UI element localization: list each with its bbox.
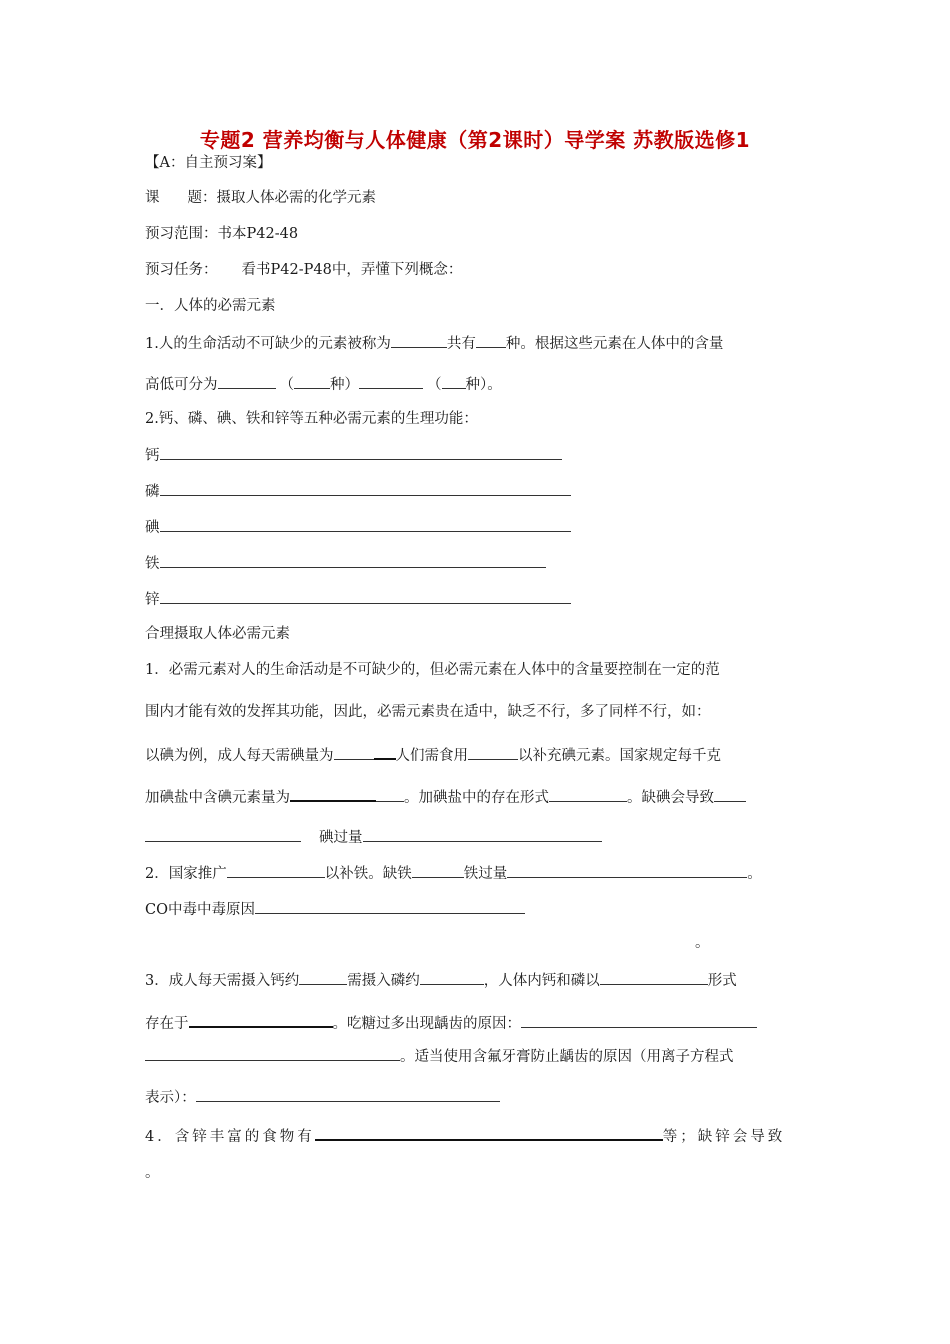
topic-label: 课: [145, 190, 160, 206]
para-3-line-4: [145, 1086, 500, 1108]
blank-field[interactable]: [376, 786, 404, 802]
blank-field[interactable]: [374, 743, 396, 760]
blank-field[interactable]: [507, 862, 747, 878]
p3-text-h: 表示）：: [145, 1090, 196, 1106]
q1-text-h: 种）。: [465, 377, 502, 393]
para-1-line-2: 围内才能有效的发挥其功能，因此，必需元素贵在适中，缺乏不行，多了同样不行，如：: [145, 704, 711, 720]
p1-text-e: 。加碘盐中的存在形式: [404, 790, 549, 806]
p3-text-a: 3．成人每天需摄入钙约: [145, 973, 300, 989]
iodine-line: [145, 516, 571, 538]
blank-field[interactable]: [160, 588, 571, 604]
blank-field[interactable]: [476, 332, 506, 348]
phosphorus-line: [145, 480, 571, 502]
blank-field[interactable]: [294, 373, 330, 389]
blank-field[interactable]: [315, 1124, 663, 1141]
p1-text-f: 。缺碘会导致: [627, 790, 714, 806]
para-4-line-1: [145, 1124, 785, 1147]
para-2-line-2: [145, 898, 525, 920]
blank-field[interactable]: [189, 1011, 333, 1028]
zinc-label: 锌: [145, 592, 160, 608]
p4-text-b: 等；缺锌会导致: [662, 1129, 786, 1145]
p3-text-g: 。适当使用含氟牙膏防止龋齿的原因（用离子方程式: [400, 1049, 734, 1065]
blank-field[interactable]: [299, 969, 347, 985]
p1-text-d: 加碘盐中含碘元素量为: [145, 790, 290, 806]
para-1-line-5: [145, 826, 602, 848]
p1-text-c: 以补充碘元素。国家规定每千克: [518, 748, 721, 764]
para-4-end-mark: 。: [145, 1165, 160, 1181]
p4-text-a: 4．含锌丰富的食物有: [145, 1129, 315, 1145]
para-1-line-4: [145, 785, 746, 808]
calcium-label: 钙: [145, 448, 160, 464]
scope-line: 预习范围：书本P42-48: [145, 226, 299, 242]
blank-field[interactable]: [160, 516, 571, 532]
blank-field[interactable]: [412, 862, 464, 878]
blank-field[interactable]: [334, 744, 374, 760]
q1-text-b: 共有: [446, 336, 476, 352]
p2-text-b: 以补铁。缺铁: [324, 866, 412, 882]
blank-field[interactable]: [160, 552, 546, 568]
blank-field[interactable]: [160, 480, 571, 496]
blank-field[interactable]: [549, 786, 627, 802]
p2-text-d: 。: [747, 866, 762, 882]
iron-line: [145, 552, 546, 574]
question-2: 2.钙、磷、碘、铁和锌等五种必需元素的生理功能：: [145, 411, 478, 427]
q1-text-e: （: [279, 377, 294, 393]
blank-field[interactable]: [359, 373, 423, 389]
p3-text-b: 需摄入磷约: [347, 973, 420, 989]
iodine-label: 碘: [145, 520, 160, 536]
p2-text-a: 2．国家推广: [145, 866, 227, 882]
p3-text-f: 。吃糖过多出现龋齿的原因：: [332, 1016, 521, 1032]
heading-reasonable-intake: 合理摄取人体必需元素: [145, 626, 290, 642]
blank-field[interactable]: [521, 1012, 757, 1028]
blank-field[interactable]: [600, 969, 708, 985]
heading-essential-elements: 一．人体的必需元素: [145, 298, 276, 314]
blank-field[interactable]: [714, 786, 746, 802]
blank-field[interactable]: [442, 373, 466, 389]
calcium-line: [145, 444, 562, 466]
iron-label: 铁: [145, 556, 160, 572]
blank-field[interactable]: [145, 826, 301, 842]
p3-text-e: 存在于: [145, 1016, 189, 1032]
topic-text: 题：摄取人体必需的化学元素: [187, 190, 376, 206]
question-1-line-2: [145, 373, 502, 395]
para-3-line-3: [145, 1045, 734, 1067]
p1-text-b: 人们需食用: [395, 748, 468, 764]
topic-line: [145, 188, 376, 208]
para-1-line-1: 1．必需元素对人的生命活动是不可缺少的，但必需元素在人体中的含量要控制在一定的范: [145, 662, 720, 678]
phosphorus-label: 磷: [145, 484, 160, 500]
blank-field[interactable]: [255, 898, 525, 914]
section-a-heading: 【A：自主预习案】: [145, 155, 272, 171]
para-1-line-3: [145, 743, 721, 766]
q1-text-c: 种。根据这些元素在人体中的含量: [505, 336, 724, 352]
para-3-line-2: [145, 1011, 757, 1034]
blank-field[interactable]: [363, 826, 602, 842]
task-line: [145, 260, 462, 280]
blank-field[interactable]: [227, 862, 325, 878]
p3-text-c: ，人体内钙和磷以: [483, 973, 600, 989]
p3-text-d: 形式: [707, 973, 737, 989]
question-1-line-1: [145, 332, 723, 354]
task-text: 看书P42-P48中，弄懂下列概念：: [241, 262, 463, 278]
q1-text-g: （: [427, 377, 442, 393]
task-label: 预习任务：: [145, 262, 218, 278]
blank-field[interactable]: [160, 444, 562, 460]
page-title: 专题2 营养均衡与人体健康（第2课时）导学案 苏教版选修1: [199, 128, 751, 152]
p1-text-a: 以碘为例，成人每天需碘量为: [145, 748, 334, 764]
q1-text-a: 1.人的生命活动不可缺少的元素被称为: [145, 336, 391, 352]
q1-text-d: 高低可分为: [145, 377, 218, 393]
para-3-line-1: [145, 969, 737, 991]
blank-field[interactable]: [420, 969, 484, 985]
blank-field[interactable]: [290, 785, 376, 802]
para-2-end-mark: 。: [695, 935, 710, 951]
blank-field[interactable]: [145, 1045, 400, 1061]
zinc-line: [145, 588, 571, 610]
blank-field[interactable]: [196, 1086, 500, 1102]
blank-field[interactable]: [391, 332, 447, 348]
para-2-line-1: [145, 862, 762, 884]
blank-field[interactable]: [218, 373, 276, 389]
p2-text-c: 铁过量: [463, 866, 508, 882]
p1-text-g: 碘过量: [319, 830, 363, 846]
blank-field[interactable]: [468, 744, 518, 760]
q1-text-f: 种）: [330, 377, 359, 393]
co-poisoning-label: CO中毒中毒原因: [145, 902, 255, 918]
